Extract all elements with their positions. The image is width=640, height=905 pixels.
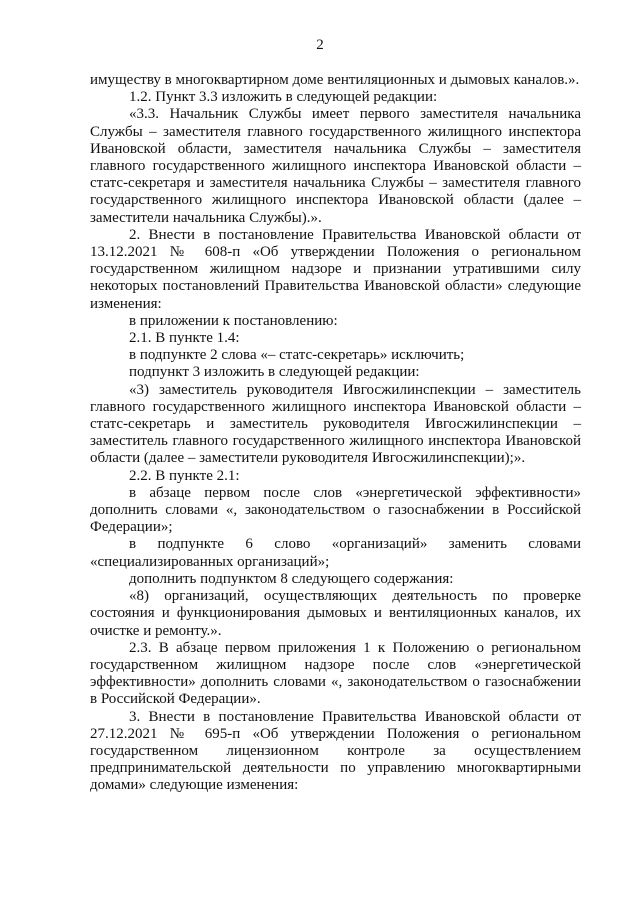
page-number: 2 [316,37,324,53]
paragraph-subpoint-3: подпункт 3 изложить в следующей редакции: [129,364,420,381]
paragraph-add-subpoint-8: дополнить подпунктом 8 следующего содержания: [129,570,454,587]
document-body [90,72,581,795]
paragraph-2-3: 2.3. В абзаце первом приложения 1 к Положению о региональном государственном жилищном надзоре после слов «энергетической эффективности» дополнить словами «, законодательством о газоснабжении в Российской Федерации». [90,639,581,708]
paragraph-quote-3-3: «3.3. Начальник Службы имеет первого заместителя начальника Службы – заместителя главного государственного жилищного инспектора Ивановской области, заместителя начальника Службы – заместителя главного государственного жилищного инспектора Ивановской области – статс-секретаря и заместителя начальника Службы – заместителя главного государственного жилищного инспектора Ивановской области (далее – заместители начальника Службы).». [90,106,581,226]
paragraph-appendix: в приложении к постановлению: [129,312,338,329]
paragraph-2-2: 2.2. В пункте 2.1: [129,467,240,484]
paragraph-1-2: 1.2. Пункт 3.3 изложить в следующей редакции: [129,89,438,106]
paragraph-2-1: 2.1. В пункте 1.4: [129,330,240,347]
paragraph-subpoint-2: в подпункте 2 слова «– статс-секретарь» исключить; [129,347,465,364]
paragraph-item-3: 3. Внести в постановление Правительства Ивановской области от 27.12.2021 № 695-п «Об утверждении Положения о региональном государственном лицензионном контроле за осуществлением предпринимательской деятельности по управлению многоквартирными домами» следующие изменения: [90,708,581,794]
paragraph-continuation: имуществу в многоквартирном доме вентиляционных и дымовых каналов.». [90,72,580,88]
paragraph-quote-3: «3) заместитель руководителя Ивгосжилинспекции – заместитель главного государственного жилищного инспектора Ивановской области – статс-секретарь и заместитель руководителя Ивгосжилинспекции – заместитель главного государственного жилищного инспектора Ивановской области (далее – заместители руководителя Ивгосжилинспекции);». [90,381,581,467]
paragraph-subpoint-6: в подпункте 6 слово «организаций» заменить словами «специализированных организаций»; [90,536,581,570]
paragraph-first-abzac: в абзаце первом после слов «энергетической эффективности» дополнить словами «, законодательством о газоснабжении в Российской Федерации»; [90,484,581,536]
paragraph-item-2: 2. Внести в постановление Правительства Ивановской области от 13.12.2021 № 608-п «Об утверждении Положения о региональном государственном жилищном надзоре и признании утратившими силу некоторых постановлений Правительства Ивановской области» следующие изменения: [90,226,581,312]
paragraph-quote-8: «8) организаций, осуществляющих деятельность по проверке состояния и функционирования дымовых и вентиляционных каналов, их очистке и ремонту.». [90,588,581,639]
